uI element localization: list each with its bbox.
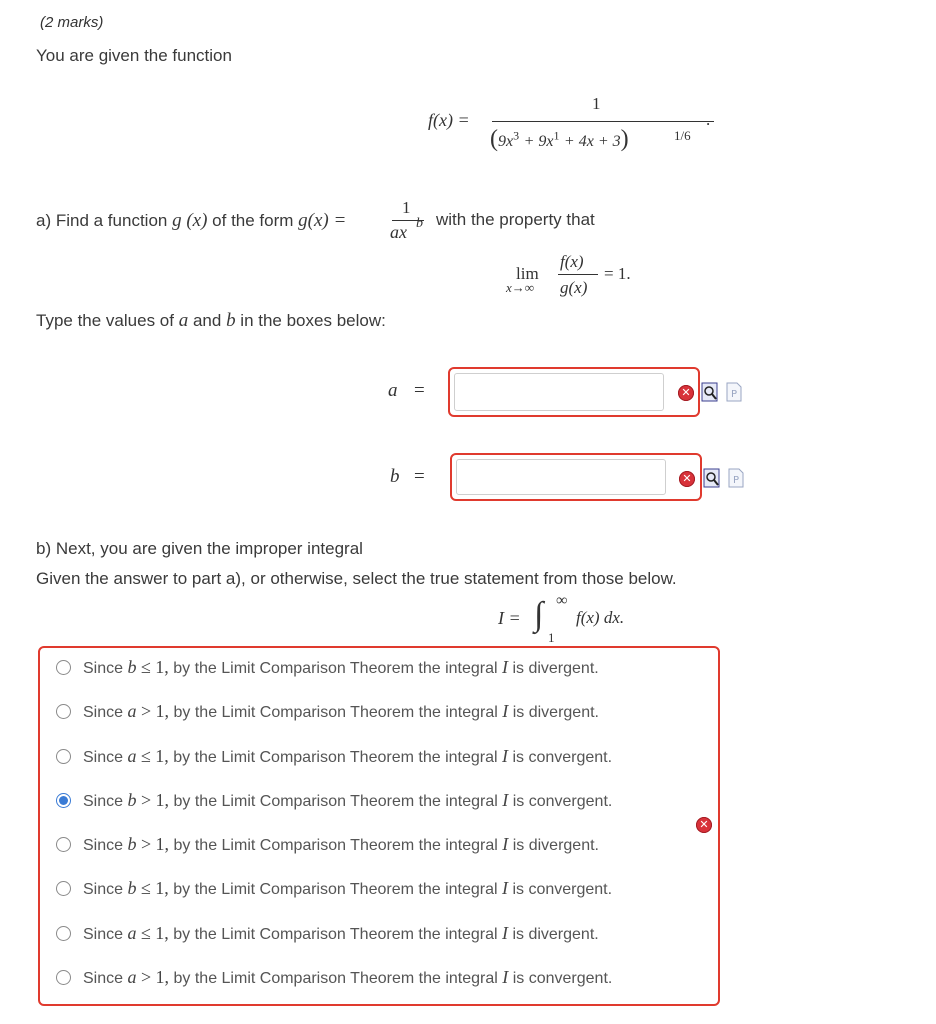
option-operator: >: [140, 700, 152, 721]
option-conclusion: is convergent.: [512, 880, 613, 898]
option-statement: by the Limit Comparison Theorem the integral: [173, 969, 498, 987]
option-integral-symbol: I: [502, 833, 509, 854]
option-conclusion: is convergent.: [512, 969, 613, 987]
input-b-label: b: [390, 466, 400, 487]
magnifier-document-icon[interactable]: [703, 468, 721, 488]
magnifier-document-icon[interactable]: [701, 382, 719, 402]
option-operator: ≤: [140, 656, 151, 677]
option-integral-symbol: I: [502, 700, 509, 721]
integral-lower: 1: [548, 630, 555, 645]
option-variable: a: [127, 745, 137, 766]
integral-upper: ∞: [556, 592, 568, 609]
option-variable: a: [127, 922, 137, 943]
option-6[interactable]: [56, 875, 612, 901]
option-variable: b: [127, 833, 137, 854]
option-prefix: Since: [83, 703, 124, 721]
option-text: [83, 834, 599, 855]
limit-sub: x→∞: [506, 280, 535, 295]
instruction-var-b: b: [226, 310, 236, 331]
radio-button[interactable]: [56, 793, 71, 808]
limit-rhs: = 1.: [604, 264, 631, 283]
g-fraction: [386, 198, 430, 244]
svg-text:P: P: [733, 475, 740, 486]
g-of-x: g (x): [172, 210, 208, 231]
x-circle-icon: ✕: [679, 471, 695, 487]
x-circle-icon: ✕: [678, 385, 694, 401]
limit-expression: [506, 250, 646, 306]
of-form-text: of the form: [212, 211, 294, 230]
intro-text: You are given the function: [36, 46, 232, 65]
fraction-bar: [492, 121, 714, 122]
instruction-line: [36, 310, 386, 332]
option-prefix: Since: [83, 969, 124, 987]
instruction-prefix: Type the values of: [36, 311, 174, 330]
option-prefix: Since: [83, 659, 124, 677]
option-3[interactable]: [56, 743, 612, 769]
den-9x: 9x: [498, 133, 514, 150]
document-p-icon[interactable]: [726, 382, 742, 402]
outer-exponent: 1/6: [674, 128, 691, 143]
option-operator: >: [140, 789, 152, 810]
option-variable: a: [127, 966, 137, 987]
limit-word: lim: [516, 264, 539, 283]
marks-label: (2 marks): [40, 14, 104, 31]
radio-button[interactable]: [56, 749, 71, 764]
radio-button[interactable]: [56, 704, 71, 719]
radio-button[interactable]: [56, 881, 71, 896]
answer-box-b: [450, 453, 702, 501]
option-conclusion: is convergent.: [512, 748, 613, 766]
option-text: [83, 790, 612, 811]
option-number: 1,: [155, 877, 169, 898]
option-statement: by the Limit Comparison Theorem the integral: [173, 659, 498, 677]
option-number: 1,: [155, 833, 170, 854]
option-integral-symbol: I: [502, 789, 509, 810]
radio-button[interactable]: [56, 970, 71, 985]
radio-button[interactable]: [56, 660, 71, 675]
option-operator: ≤: [140, 922, 151, 943]
option-statement: by the Limit Comparison Theorem the integral: [173, 748, 498, 766]
option-variable: b: [127, 789, 137, 810]
option-text: [83, 746, 612, 767]
option-statement: by the Limit Comparison Theorem the integral: [173, 703, 498, 721]
option-text: [83, 923, 599, 944]
option-statement: by the Limit Comparison Theorem the integral: [173, 792, 498, 810]
option-prefix: Since: [83, 880, 124, 898]
option-variable: a: [127, 700, 137, 721]
instruction-suffix: in the boxes below:: [240, 311, 386, 330]
option-8[interactable]: [56, 964, 612, 990]
part-b-instruction: Given the answer to part a), or otherwise, select the true statement from those below.: [36, 569, 677, 588]
option-prefix: Since: [83, 748, 124, 766]
instruction-and: and: [192, 311, 222, 330]
integral-lhs: I =: [498, 608, 521, 628]
part-b-intro: b) Next, you are given the improper integral: [36, 539, 363, 558]
option-integral-symbol: I: [502, 966, 509, 987]
radio-button[interactable]: [56, 837, 71, 852]
answer-box-a: [448, 367, 700, 417]
den-tail: + 4x + 3: [563, 133, 621, 150]
g-def-lhs: g(x) =: [298, 210, 347, 231]
with-property-text: with the property that: [436, 210, 595, 229]
option-1[interactable]: [56, 654, 599, 680]
option-statement: by the Limit Comparison Theorem the integral: [173, 836, 498, 854]
option-prefix: Since: [83, 836, 124, 854]
option-number: 1,: [155, 700, 170, 721]
option-number: 1,: [155, 789, 170, 810]
option-statement: by the Limit Comparison Theorem the integral: [173, 880, 498, 898]
f-lhs: f(x) =: [428, 110, 470, 130]
option-2[interactable]: [56, 698, 599, 724]
option-number: 1,: [155, 656, 169, 677]
option-number: 1,: [155, 922, 169, 943]
limit-fraction-bar: [558, 274, 598, 275]
option-conclusion: is divergent.: [512, 925, 599, 943]
option-conclusion: is divergent.: [512, 659, 599, 677]
option-conclusion: is divergent.: [512, 836, 599, 854]
instruction-var-a: a: [178, 310, 189, 331]
option-operator: >: [140, 966, 152, 987]
integrand: f(x) dx.: [576, 608, 625, 627]
svg-text:P: P: [731, 389, 738, 400]
g-frac-den: ax: [390, 222, 407, 242]
f-numerator: 1: [592, 94, 601, 113]
document-p-icon[interactable]: [728, 468, 744, 488]
g-frac-exp: b: [416, 216, 423, 231]
option-text: [83, 701, 599, 722]
f-period: .: [706, 110, 711, 129]
den-9x1: + 9x: [523, 133, 554, 150]
option-integral-symbol: I: [502, 656, 508, 677]
part-a-prefix: a) Find a function: [36, 211, 168, 230]
option-number: 1,: [155, 966, 170, 987]
option-operator: ≤: [140, 877, 151, 898]
input-a-eq: =: [414, 380, 425, 401]
option-conclusion: is divergent.: [512, 703, 599, 721]
part-a-line: [36, 210, 346, 232]
a-input[interactable]: [454, 373, 664, 411]
option-integral-symbol: I: [502, 922, 508, 943]
option-operator: ≤: [140, 745, 151, 766]
option-number: 1,: [155, 745, 169, 766]
option-prefix: Since: [83, 925, 124, 943]
option-7[interactable]: [56, 920, 599, 946]
radio-button[interactable]: [56, 926, 71, 941]
x-circle-icon: ✕: [696, 817, 712, 833]
input-a-label: a: [388, 380, 398, 401]
option-integral-symbol: I: [502, 745, 508, 766]
integral-sign: ∫: [534, 596, 544, 633]
option-prefix: Since: [83, 792, 124, 810]
function-definition: [428, 92, 728, 172]
limit-den: g(x): [560, 278, 588, 297]
input-b-eq: =: [414, 466, 425, 487]
g-frac-num: 1: [402, 198, 411, 217]
integral-expression: [498, 594, 658, 648]
option-statement: by the Limit Comparison Theorem the integral: [173, 925, 498, 943]
option-text: [83, 967, 612, 988]
limit-num: f(x): [560, 252, 584, 271]
option-conclusion: is convergent.: [512, 792, 613, 810]
option-integral-symbol: I: [502, 877, 508, 898]
option-variable: b: [127, 877, 137, 898]
option-5[interactable]: [56, 831, 599, 857]
option-variable: b: [127, 656, 137, 677]
option-text: [83, 657, 599, 678]
option-text: [83, 878, 612, 899]
den-exp1: 1: [553, 128, 560, 143]
option-operator: >: [140, 833, 152, 854]
b-input[interactable]: [456, 459, 666, 495]
option-4[interactable]: [56, 787, 612, 813]
f-denominator: $(9x^3 + 9x^1 + 4x + 3)$: [490, 126, 629, 152]
den-exp3: 3: [513, 128, 520, 143]
